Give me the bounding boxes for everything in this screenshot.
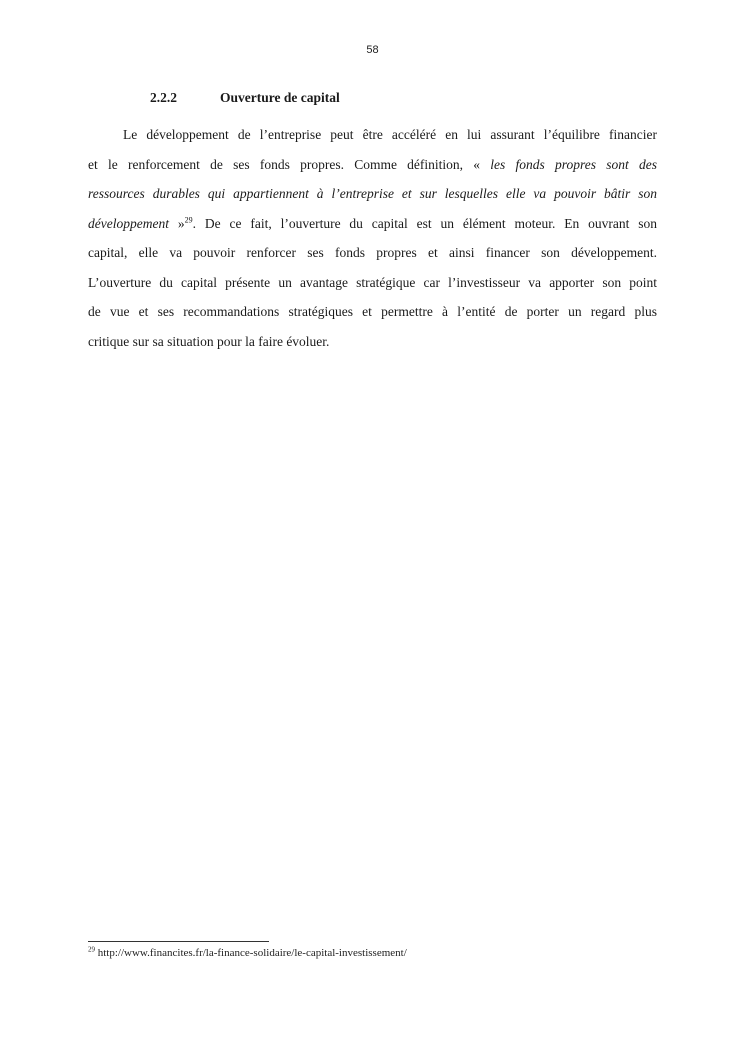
quote-text: les fonds propres sont des	[490, 156, 657, 172]
paragraph-line	[88, 179, 657, 209]
quote-text: développement	[88, 215, 169, 231]
body-paragraph	[88, 120, 657, 356]
paragraph-line: L’ouverture du capital présente un avantage stratégique car l’investisseur va apporter son point	[88, 274, 657, 290]
footnote	[88, 947, 407, 959]
section-title: Ouverture de capital	[220, 90, 340, 105]
section-heading	[150, 90, 340, 106]
quote-text: ressources durables qui appartiennent à l’entreprise et sur lesquelles elle va pouvoir bâtir son	[88, 186, 657, 201]
paragraph-line: Le développement de l’entreprise peut être accéléré en lui assurant l’équilibre financier	[123, 127, 657, 142]
footnote-link[interactable]: http://www.financites.fr/la-finance-solidaire/le-capital-investissement/	[95, 947, 407, 959]
paragraph-line: capital, elle va pouvoir renforcer ses fonds propres et ainsi financer son développement.	[88, 245, 657, 260]
footnote-reference[interactable]: 29	[184, 215, 193, 224]
page-number: 58	[366, 44, 379, 56]
paragraph-text: et le renforcement de ses fonds propres. Comme définition, «	[88, 156, 491, 172]
paragraph-text: »	[168, 215, 185, 231]
section-number: 2.2.2	[150, 90, 177, 105]
paragraph-text: . De ce fait, l’ouverture du capital est un élément moteur. En ouvrant son	[192, 215, 658, 231]
paragraph-line: critique sur sa situation pour la faire évoluer.	[88, 333, 330, 349]
footnote-number: 29	[88, 945, 95, 954]
paragraph-line	[88, 209, 657, 239]
footnote-separator	[88, 941, 269, 942]
paragraph-line: de vue et ses recommandations stratégiques et permettre à l’entité de porter un regard plus	[88, 304, 657, 319]
paragraph-line	[88, 150, 657, 180]
